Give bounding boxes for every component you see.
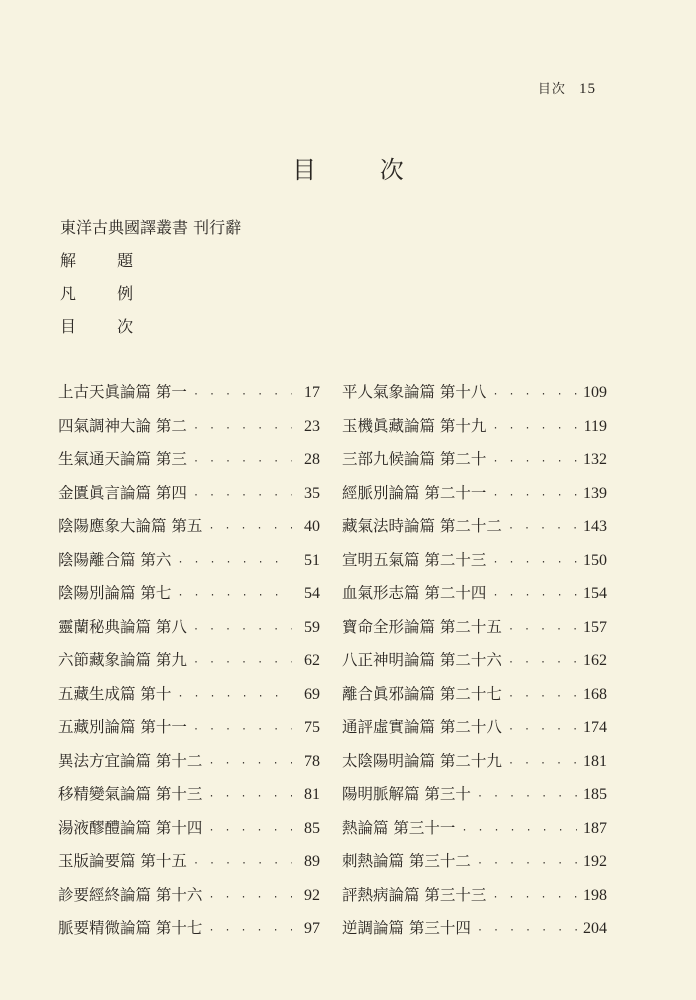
- front-matter-item: 東洋古典國譯叢書 刊行辭: [60, 218, 242, 237]
- toc-entry-page: 89: [304, 853, 320, 870]
- toc-entry: [342, 849, 607, 883]
- toc-left-column: [58, 380, 320, 950]
- front-matter-item: 目 次: [60, 317, 152, 336]
- toc-entry-page: 162: [583, 652, 607, 669]
- toc-entry-page: 174: [583, 719, 607, 736]
- toc-entry-page: 187: [583, 819, 607, 837]
- toc-entry: [342, 380, 607, 414]
- toc-entry-title: 玉版論要篇 第十五: [58, 852, 187, 870]
- toc-entry-title: 六節藏象論篇 第九: [58, 651, 187, 669]
- toc-entry-title: 五藏別論篇 第十一: [58, 718, 187, 736]
- toc-entry-title: 移精變氣論篇 第十三: [58, 785, 203, 803]
- toc-right-column: [342, 380, 607, 950]
- toc-entry-page: 143: [583, 518, 607, 535]
- toc-entry: [342, 883, 607, 917]
- toc-entry: [58, 380, 320, 414]
- toc-entry: [58, 916, 320, 950]
- toc-entry-page: 35: [304, 484, 320, 502]
- toc-entry: [342, 749, 607, 783]
- toc-entry: [58, 648, 320, 682]
- toc-entry-title: 寶命全形論篇 第二十五: [342, 617, 502, 636]
- toc-entry: [342, 615, 607, 649]
- toc-entry: [342, 816, 607, 850]
- toc-entry-title: 靈蘭秘典論篇 第八: [58, 617, 187, 636]
- toc-entry-page: 150: [583, 551, 607, 569]
- dot-leader: [208, 925, 292, 936]
- toc-entry: [58, 682, 320, 716]
- dot-leader: [208, 825, 292, 836]
- toc-entry-title: 評熱病論篇 第三十三: [342, 885, 487, 904]
- toc-entry: [58, 749, 320, 783]
- toc-entry: [58, 447, 320, 481]
- toc-entry: [342, 782, 607, 816]
- toc-entry-page: 54: [304, 585, 320, 602]
- dot-leader: [208, 892, 292, 903]
- toc-entry-page: 109: [583, 384, 607, 401]
- dot-leader: [177, 691, 292, 702]
- toc-entry-page: 185: [583, 786, 607, 803]
- page-number: 15: [579, 81, 596, 97]
- dot-leader: [193, 456, 292, 467]
- dot-leader: [477, 858, 577, 869]
- toc-entry-page: 40: [304, 518, 320, 535]
- toc-entry-page: 97: [304, 920, 320, 937]
- dot-leader: [492, 490, 577, 501]
- dot-leader: [208, 758, 292, 769]
- toc-entry: [342, 447, 607, 481]
- toc-entry-page: 204: [583, 920, 607, 937]
- dot-leader: [193, 423, 292, 434]
- dot-leader: [193, 389, 292, 400]
- toc-entry-title: 逆調論篇 第三十四: [342, 919, 471, 937]
- toc-entry-page: 81: [304, 786, 320, 803]
- toc-entry-page: 154: [583, 585, 607, 602]
- toc-entry: [58, 581, 320, 615]
- toc-entry-title: 五藏生成篇 第十: [58, 684, 172, 703]
- toc-entry-title: 經脈別論篇 第二十一: [342, 483, 487, 502]
- toc-entry-page: 59: [304, 618, 320, 636]
- dot-leader: [508, 758, 577, 769]
- dot-leader: [193, 624, 292, 635]
- toc-entry: [342, 916, 607, 950]
- toc-entry: [58, 849, 320, 883]
- toc-entry-title: 刺熱論篇 第三十二: [342, 852, 471, 870]
- toc-entry-title: 上古天眞論篇 第一: [58, 383, 187, 401]
- toc-entry: [342, 414, 607, 448]
- dot-leader: [492, 423, 577, 434]
- toc-entry-title: 湯液醪醴論篇 第十四: [58, 818, 203, 837]
- dot-leader: [477, 925, 577, 936]
- toc-entry-title: 診要經終論篇 第十六: [58, 885, 203, 904]
- toc-entry: [342, 715, 607, 749]
- toc-entry-page: 85: [304, 819, 320, 837]
- toc-entry-page: 168: [583, 685, 607, 703]
- toc-entry: [58, 816, 320, 850]
- dot-leader: [477, 791, 577, 802]
- dot-leader: [177, 557, 292, 568]
- toc-entry-title: 脈要精微論篇 第十七: [58, 919, 203, 937]
- dot-leader: [492, 892, 577, 903]
- toc-entry: [342, 682, 607, 716]
- dot-leader: [508, 657, 577, 668]
- toc-entry-title: 通評虛實論篇 第二十八: [342, 718, 502, 736]
- toc-entry-title: 平人氣象論篇 第十八: [342, 383, 487, 401]
- toc-entry-title: 陰陽離合篇 第六: [58, 550, 172, 569]
- toc-entry: [342, 648, 607, 682]
- dot-leader: [492, 389, 577, 400]
- toc-entry-page: 78: [304, 752, 320, 770]
- toc-entry: [58, 782, 320, 816]
- toc-entry: [58, 514, 320, 548]
- toc-entry-page: 92: [304, 886, 320, 904]
- dot-leader: [177, 590, 292, 601]
- toc-entry-page: 132: [583, 451, 607, 468]
- toc-entry-page: 198: [583, 886, 607, 904]
- toc-entry-title: 陰陽別論篇 第七: [58, 584, 172, 602]
- toc-entry-title: 陰陽應象大論篇 第五: [58, 517, 203, 535]
- dot-leader: [492, 557, 577, 568]
- running-head: [538, 78, 596, 98]
- toc-entry-page: 157: [583, 618, 607, 636]
- toc-entry-title: 太陰陽明論篇 第二十九: [342, 751, 502, 770]
- dot-leader: [193, 858, 292, 869]
- dot-leader: [508, 724, 577, 735]
- toc-entry-page: 75: [304, 719, 320, 736]
- toc-entry-title: 熱論篇 第三十一: [342, 818, 456, 837]
- toc-entry-title: 宣明五氣篇 第二十三: [342, 550, 487, 569]
- toc-entry-page: 17: [304, 384, 320, 401]
- toc-entry-page: 51: [304, 551, 320, 569]
- toc-entry-page: 62: [304, 652, 320, 669]
- dot-leader: [193, 724, 292, 735]
- toc-entry-title: 藏氣法時論篇 第二十二: [342, 517, 502, 535]
- toc-entry-title: 生氣通天論篇 第三: [58, 450, 187, 468]
- toc-entry-page: 139: [583, 484, 607, 502]
- toc-entry: [342, 481, 607, 515]
- page-title: 目 次: [292, 156, 432, 184]
- dot-leader: [193, 657, 292, 668]
- toc-entry-title: 八正神明論篇 第二十六: [342, 651, 502, 669]
- toc-entry-page: 28: [304, 451, 320, 468]
- toc-entry-page: 181: [583, 752, 607, 770]
- toc-entry: [58, 715, 320, 749]
- toc-entry: [58, 548, 320, 582]
- toc-entry: [58, 481, 320, 515]
- dot-leader: [508, 523, 577, 534]
- dot-leader: [492, 456, 577, 467]
- dot-leader: [208, 523, 292, 534]
- dot-leader: [508, 624, 577, 635]
- dot-leader: [461, 825, 577, 836]
- front-matter-list: [60, 218, 241, 350]
- toc-entry-title: 陽明脈解篇 第三十: [342, 785, 471, 803]
- front-matter-item: 凡 例: [60, 284, 152, 303]
- toc-entry-title: 血氣形志篇 第二十四: [342, 584, 487, 602]
- toc-entry-page: 69: [304, 685, 320, 703]
- dot-leader: [193, 490, 292, 501]
- toc-entry: [58, 883, 320, 917]
- toc-entry-title: 四氣調神大論 第二: [58, 416, 187, 435]
- toc-entry-title: 異法方宜論篇 第十二: [58, 751, 203, 770]
- dot-leader: [492, 590, 577, 601]
- toc-entry-page: 119: [583, 417, 607, 435]
- toc-entry: [342, 514, 607, 548]
- toc-entry-title: 金匱眞言論篇 第四: [58, 483, 187, 502]
- toc-entry-page: 192: [583, 853, 607, 870]
- toc-entry: [342, 581, 607, 615]
- toc-entry: [58, 414, 320, 448]
- front-matter-item: 解 題: [60, 251, 152, 270]
- toc-entry-title: 離合眞邪論篇 第二十七: [342, 684, 502, 703]
- toc-entry-title: 玉機眞藏論篇 第十九: [342, 416, 487, 435]
- toc-entry-page: 23: [304, 417, 320, 435]
- dot-leader: [208, 791, 292, 802]
- toc-entry: [58, 615, 320, 649]
- toc-entry: [342, 548, 607, 582]
- running-head-section: 目次: [537, 82, 566, 97]
- toc-entry-title: 三部九候論篇 第二十: [342, 450, 487, 468]
- dot-leader: [508, 691, 577, 702]
